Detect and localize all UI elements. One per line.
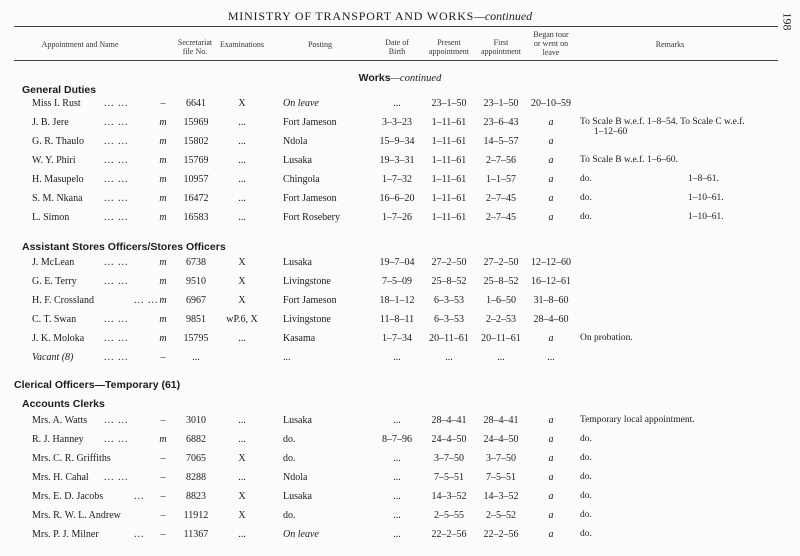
row-remarks: do. [580, 510, 592, 520]
row-date-of-birth: ... [393, 510, 401, 521]
table-row [0, 174, 800, 190]
row-tour-leave: a [548, 529, 554, 540]
row-posting: On leave [283, 529, 319, 540]
row-name: G. R. Thaulo [32, 136, 85, 147]
col-remarks: Remarks [655, 40, 685, 49]
row-date-of-birth: 1–7–32 [382, 174, 412, 185]
table-row [0, 434, 800, 450]
row-posting: Lusaka [283, 155, 312, 166]
section-stores: Assistant Stores Officers/Stores Officers [22, 241, 226, 253]
table-row [0, 155, 800, 171]
row-present-appointment: 25–8–52 [431, 276, 467, 287]
row-examinations: ... [238, 117, 246, 128]
row-examinations: ... [238, 415, 246, 426]
row-first-appointment: 27–2–50 [483, 257, 519, 268]
row-present-appointment: 6–3–53 [434, 314, 464, 325]
row-date-of-birth: 1–7–26 [382, 212, 412, 223]
row-date-of-birth: ... [393, 453, 401, 464]
row-remarks: Temporary local appointment. [580, 415, 695, 425]
col-file: Secretariat file No. [177, 38, 213, 56]
row-tour-leave: a [548, 193, 554, 204]
row-posting: Lusaka [283, 491, 312, 502]
row-file-number: 11912 [183, 510, 209, 521]
row-name: Mrs. E. D. Jacobs [32, 491, 104, 502]
row-first-appointment: 23–1–50 [483, 98, 519, 109]
row-mark: m [159, 212, 167, 223]
row-posting: Lusaka [283, 257, 312, 268]
row-examinations: ... [238, 529, 246, 540]
row-name: Mrs. R. W. L. Andrew [32, 510, 121, 521]
row-leader-dots: ... ... [104, 276, 129, 287]
row-name: Miss I. Rust [32, 98, 81, 109]
row-tour-leave: 20–10–59 [531, 98, 571, 109]
row-examinations: X [238, 295, 246, 306]
row-name: R. J. Hanney [32, 434, 84, 445]
row-posting: Kasama [283, 333, 316, 344]
table-row [0, 415, 800, 431]
row-posting: Livingstone [283, 276, 331, 287]
row-posting: Chingola [283, 174, 320, 185]
row-present-appointment: 22–2–56 [431, 529, 467, 540]
row-name: H. F. Crossland [32, 295, 94, 306]
row-posting: do. [283, 453, 296, 464]
row-remarks: To Scale B w.e.f. 1–6–60. [580, 155, 678, 165]
row-name: L. Simon [32, 212, 70, 223]
row-posting: Fort Jameson [283, 193, 337, 204]
row-examinations: ... [238, 174, 246, 185]
row-name: C. T. Swan [32, 314, 77, 325]
row-mark: – [160, 453, 166, 464]
row-file-number: 8288 [186, 472, 206, 483]
table-row [0, 98, 800, 114]
row-file-number: 16472 [183, 193, 209, 204]
row-first-appointment: 22–2–56 [483, 529, 519, 540]
row-tour-leave: a [548, 136, 554, 147]
row-mark: – [160, 98, 166, 109]
row-tour-leave: 12–12–60 [531, 257, 571, 268]
col-appointment: Appointment and Name [41, 40, 119, 49]
row-file-number: 15795 [183, 333, 209, 344]
row-tour-leave: 31–8–60 [533, 295, 569, 306]
row-mark: m [159, 193, 167, 204]
row-file-number: 16583 [183, 212, 209, 223]
row-date-of-birth: ... [393, 472, 401, 483]
row-remarks: do. [580, 472, 592, 482]
row-examinations: X [238, 98, 246, 109]
row-first-appointment: 2–2–53 [486, 314, 516, 325]
row-remarks: To Scale B w.e.f. 1–8–54. To Scale C w.e.f. [580, 117, 745, 127]
row-mark: m [159, 295, 167, 306]
row-present-appointment: ... [445, 352, 453, 363]
col-tour: Began tour or went on leave [533, 30, 569, 57]
row-date-of-birth: 19–7–04 [379, 257, 415, 268]
row-mark: – [160, 415, 166, 426]
row-examinations: ... [238, 212, 246, 223]
row-leader-dots: ... ... [104, 193, 129, 204]
row-posting: Fort Rosebery [283, 212, 340, 223]
row-present-appointment: 27–2–50 [431, 257, 467, 268]
row-leader-dots: ... ... [104, 212, 129, 223]
table-row [0, 212, 800, 228]
row-file-number: 10957 [183, 174, 209, 185]
row-leader-dots: ... [134, 491, 145, 502]
row-first-appointment: 28–4–41 [483, 415, 519, 426]
row-name: Mrs. H. Cahal [32, 472, 89, 483]
row-file-number: 3010 [186, 415, 206, 426]
row-first-appointment: 7–5–51 [486, 472, 516, 483]
row-date-of-birth: ... [393, 98, 401, 109]
section-clerical: Clerical Officers—Temporary (61) [14, 379, 181, 391]
row-present-appointment: 1–11–61 [431, 212, 467, 223]
row-leader-dots: ... ... [104, 415, 129, 426]
table-row [0, 453, 800, 469]
row-tour-leave: ... [547, 352, 555, 363]
row-mark: m [159, 155, 167, 166]
row-examinations: ... [238, 155, 246, 166]
table-row [0, 257, 800, 273]
row-file-number: 6967 [186, 295, 206, 306]
row-date-of-birth: 8–7–96 [382, 434, 412, 445]
row-tour-leave: a [548, 434, 554, 445]
row-tour-leave: a [548, 491, 554, 502]
row-mark: m [159, 117, 167, 128]
row-examinations: ... [238, 434, 246, 445]
row-posting: Lusaka [283, 415, 312, 426]
row-tour-leave: a [548, 174, 554, 185]
table-row [0, 295, 800, 311]
row-name: H. Masupelo [32, 174, 84, 185]
row-first-appointment: 14–3–52 [483, 491, 519, 502]
row-file-number: 15969 [183, 117, 209, 128]
row-first-appointment: 14–5–57 [483, 136, 519, 147]
row-mark: m [159, 136, 167, 147]
row-tour-leave: a [548, 333, 554, 344]
row-mark: m [159, 314, 167, 325]
row-present-appointment: 1–11–61 [431, 174, 467, 185]
row-remarks: do. [580, 212, 592, 222]
table-row [0, 333, 800, 349]
row-date-of-birth: ... [393, 352, 401, 363]
row-name: Mrs. P. J. Milner [32, 529, 99, 540]
row-posting: Fort Jameson [283, 295, 337, 306]
row-present-appointment: 1–11–61 [431, 117, 467, 128]
row-mark: m [159, 434, 167, 445]
row-remarks: do. [580, 193, 592, 203]
row-name: J. McLean [32, 257, 75, 268]
row-present-appointment: 7–5–51 [434, 472, 464, 483]
row-file-number: 9851 [186, 314, 206, 325]
page-number: 198 [780, 12, 795, 31]
row-tour-leave: 16–12–61 [531, 276, 571, 287]
row-leader-dots: ... ... [104, 352, 129, 363]
row-examinations: X [238, 491, 246, 502]
row-remarks-date: 1–10–61. [688, 193, 724, 203]
row-first-appointment: 23–6–43 [483, 117, 519, 128]
row-leader-dots: ... ... [104, 174, 129, 185]
row-leader-dots: ... ... [104, 314, 129, 325]
row-present-appointment: 6–3–53 [434, 295, 464, 306]
row-examinations: X [238, 257, 246, 268]
row-present-appointment: 20–11–61 [429, 333, 469, 344]
row-leader-dots: ... ... [104, 472, 129, 483]
row-first-appointment: 2–5–52 [486, 510, 516, 521]
row-remarks: do. [580, 491, 592, 501]
row-remarks-date: 1–8–61. [688, 174, 719, 184]
row-remarks: do. [580, 529, 592, 539]
row-first-appointment: ... [497, 352, 505, 363]
row-first-appointment: 2–7–45 [486, 212, 516, 223]
row-tour-leave: a [548, 117, 554, 128]
row-name: Mrs. A. Watts [32, 415, 88, 426]
row-posting: ... [283, 352, 291, 363]
row-examinations: ... [238, 472, 246, 483]
row-remarks: do. [580, 434, 592, 444]
row-present-appointment: 1–11–61 [431, 193, 467, 204]
row-posting: do. [283, 510, 296, 521]
row-date-of-birth: 1–7–34 [382, 333, 412, 344]
table-row [0, 314, 800, 330]
row-file-number: 11367 [183, 529, 209, 540]
row-present-appointment: 23–1–50 [431, 98, 467, 109]
row-mark: – [160, 352, 166, 363]
row-date-of-birth: 16–6–20 [379, 193, 415, 204]
row-date-of-birth: 11–8–11 [379, 314, 415, 325]
table-row [0, 136, 800, 152]
row-file-number: 8823 [186, 491, 206, 502]
row-examinations: wP.6, X [226, 314, 258, 325]
row-remarks-continued: 1–12–60 [594, 127, 628, 137]
row-file-number: ... [192, 352, 200, 363]
row-tour-leave: a [548, 453, 554, 464]
row-leader-dots: ... ... [104, 136, 129, 147]
row-tour-leave: a [548, 472, 554, 483]
row-date-of-birth: 7–5–09 [382, 276, 412, 287]
row-remarks: do. [580, 453, 592, 463]
row-present-appointment: 1–11–61 [431, 155, 467, 166]
row-leader-dots: ... ... [104, 434, 129, 445]
row-date-of-birth: ... [393, 415, 401, 426]
row-leader-dots: ... ... [104, 257, 129, 268]
table-row [0, 491, 800, 507]
row-mark: m [159, 174, 167, 185]
row-file-number: 6882 [186, 434, 206, 445]
row-examinations: X [238, 453, 246, 464]
row-remarks-date: 1–10–61. [688, 212, 724, 222]
row-leader-dots: ... ... [134, 295, 159, 306]
row-name: Mrs. C. R. Griffiths [32, 453, 111, 464]
row-file-number: 7065 [186, 453, 206, 464]
row-present-appointment: 2–5–55 [434, 510, 464, 521]
row-mark: m [159, 276, 167, 287]
row-present-appointment: 1–11–61 [431, 136, 467, 147]
row-date-of-birth: 18–1–12 [379, 295, 415, 306]
row-posting: On leave [283, 98, 319, 109]
row-name: J. K. Moloka [32, 333, 85, 344]
header-rule-bottom [14, 60, 778, 61]
row-name: J. B. Jere [32, 117, 69, 128]
table-row [0, 510, 800, 526]
row-remarks: On probation. [580, 333, 633, 343]
row-first-appointment: 24–4–50 [483, 434, 519, 445]
row-leader-dots: ... [134, 529, 145, 540]
col-first: First appointment [481, 38, 521, 56]
row-posting: Ndola [283, 472, 308, 483]
table-row [0, 352, 800, 368]
row-mark: – [160, 472, 166, 483]
row-mark: – [160, 510, 166, 521]
row-examinations: X [238, 510, 246, 521]
row-file-number: 9510 [186, 276, 206, 287]
row-examinations: ... [238, 193, 246, 204]
table-row [0, 529, 800, 545]
row-first-appointment: 25–8–52 [483, 276, 519, 287]
row-date-of-birth: 19–3–31 [379, 155, 415, 166]
page-title: MINISTRY OF TRANSPORT AND WORKS—continued [227, 9, 533, 23]
row-name: Vacant (8) [32, 352, 74, 363]
row-present-appointment: 24–4–50 [431, 434, 467, 445]
section-general-duties: General Duties [22, 84, 97, 96]
row-file-number: 15802 [183, 136, 209, 147]
row-leader-dots: ... ... [104, 333, 129, 344]
row-mark: – [160, 529, 166, 540]
row-file-number: 6738 [186, 257, 206, 268]
row-present-appointment: 28–4–41 [431, 415, 467, 426]
row-posting: Livingstone [283, 314, 331, 325]
row-name: S. M. Nkana [32, 193, 83, 204]
table-row [0, 193, 800, 209]
row-name: G. E. Terry [32, 276, 77, 287]
row-posting: Ndola [283, 136, 308, 147]
row-tour-leave: 28–4–60 [533, 314, 569, 325]
row-leader-dots: ... ... [104, 155, 129, 166]
header-rule-top [14, 26, 778, 27]
row-posting: do. [283, 434, 296, 445]
row-mark: – [160, 491, 166, 502]
row-examinations: X [238, 276, 246, 287]
row-first-appointment: 3–7–50 [486, 453, 516, 464]
row-remarks: do. [580, 174, 592, 184]
col-posting: Posting [307, 40, 332, 49]
row-tour-leave: a [548, 155, 554, 166]
col-dob: Date of Birth [385, 38, 409, 56]
row-present-appointment: 3–7–50 [434, 453, 464, 464]
row-name: W. Y. Phiri [32, 155, 76, 166]
row-first-appointment: 2–7–56 [486, 155, 516, 166]
table-row [0, 472, 800, 488]
row-tour-leave: a [548, 415, 554, 426]
row-leader-dots: ... ... [104, 117, 129, 128]
row-tour-leave: a [548, 212, 554, 223]
row-leader-dots: ... ... [104, 98, 129, 109]
row-first-appointment: 20–11–61 [481, 333, 521, 344]
col-present: Present appointment [429, 38, 469, 56]
table-row [0, 117, 800, 137]
row-present-appointment: 14–3–52 [431, 491, 467, 502]
row-examinations: ... [238, 136, 246, 147]
row-first-appointment: 1–6–50 [486, 295, 516, 306]
table-row [0, 276, 800, 292]
row-examinations: ... [238, 333, 246, 344]
row-date-of-birth: ... [393, 491, 401, 502]
row-date-of-birth: 15–9–34 [379, 136, 415, 147]
row-first-appointment: 1–1–57 [486, 174, 516, 185]
row-date-of-birth: ... [393, 529, 401, 540]
row-posting: Fort Jameson [283, 117, 337, 128]
row-first-appointment: 2–7–45 [486, 193, 516, 204]
row-mark: m [159, 333, 167, 344]
section-accounts: Accounts Clerks [22, 398, 105, 410]
row-tour-leave: a [548, 510, 554, 521]
row-mark: m [159, 257, 167, 268]
works-heading: Works—continued [358, 72, 442, 84]
row-file-number: 6641 [186, 98, 206, 109]
row-file-number: 15769 [183, 155, 209, 166]
row-date-of-birth: 3–3–23 [382, 117, 412, 128]
col-examinations: Examinations [220, 40, 264, 49]
